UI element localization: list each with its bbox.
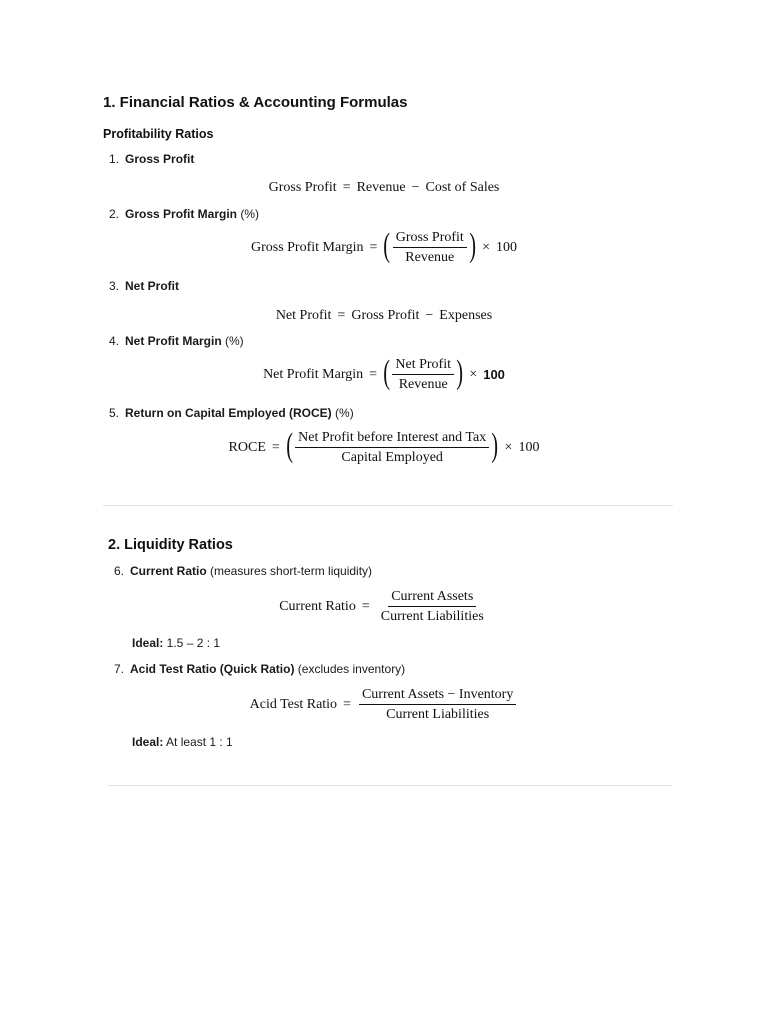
equals-sign: = <box>342 180 351 195</box>
list-item-gross-profit-margin <box>103 207 259 221</box>
list-item-gross-profit <box>103 152 194 166</box>
fraction-numerator: Gross Profit <box>393 230 467 248</box>
section-title-liquidity-ratios: 2. Liquidity Ratios <box>108 537 233 553</box>
minus-sign: − <box>411 180 420 195</box>
formula-term: Cost of Sales <box>425 180 500 195</box>
fraction-numerator: Current Assets − Inventory <box>359 687 516 705</box>
fraction-denominator: Current Liabilities <box>386 707 490 722</box>
left-paren: ( <box>383 226 391 264</box>
list-item-roce <box>103 406 354 420</box>
ideal-note-acid-test <box>132 735 233 749</box>
formula-acid-test-ratio <box>0 687 768 722</box>
left-paren: ( <box>383 353 391 391</box>
list-item-extra: (%) <box>237 207 260 221</box>
ideal-note-current-ratio <box>132 636 220 650</box>
list-item-number: 1. <box>108 152 119 166</box>
fraction-denominator: Revenue <box>398 377 448 392</box>
note-label: Ideal: <box>132 735 164 749</box>
list-item-net-profit <box>103 279 179 293</box>
list-item-name: Gross Profit <box>125 152 195 166</box>
list-item-number: 2. <box>108 207 119 221</box>
fraction <box>378 589 487 624</box>
right-paren: ) <box>456 353 464 391</box>
list-item-net-profit-margin <box>103 334 244 348</box>
equals-sign: = <box>369 366 378 382</box>
fraction <box>295 430 489 465</box>
formula-term: Revenue <box>356 180 406 195</box>
formula-net-profit-margin <box>0 353 768 392</box>
equals-sign: = <box>361 598 370 614</box>
note-value: 1.5 – 2 : 1 <box>163 636 221 650</box>
note-label: Ideal: <box>132 636 164 650</box>
times-sign: × <box>504 439 513 455</box>
list-item-number: 7. <box>113 662 124 676</box>
formula-gross-profit-margin <box>0 226 768 265</box>
section-divider <box>108 785 672 786</box>
list-item-number: 3. <box>108 279 119 293</box>
list-item-acid-test-ratio <box>108 662 405 676</box>
minus-sign: − <box>425 308 434 323</box>
right-paren: ) <box>491 426 499 464</box>
formula-roce <box>0 426 768 465</box>
formula-lhs: Net Profit <box>275 308 332 323</box>
list-item-name: Return on Capital Employed (ROCE) <box>125 406 332 420</box>
note-value: At least 1 : 1 <box>163 735 233 749</box>
list-item-name: Net Profit <box>125 279 179 293</box>
section-divider <box>103 505 673 506</box>
fraction-denominator: Current Liabilities <box>380 609 484 624</box>
formula-lhs: ROCE <box>228 439 266 455</box>
equals-sign: = <box>343 696 351 712</box>
section-title-financial-ratios: 1. Financial Ratios & Accounting Formulas <box>103 94 408 111</box>
list-item-current-ratio <box>108 564 372 578</box>
list-item-name: Gross Profit Margin <box>125 207 238 221</box>
fraction-denominator: Revenue <box>405 250 455 265</box>
list-item-extra: (%) <box>221 334 244 348</box>
formula-factor: 100 <box>518 439 540 455</box>
fraction-numerator: Net Profit <box>392 357 454 375</box>
formula-factor: 100 <box>496 239 518 255</box>
formula-factor: 100 <box>483 367 505 382</box>
list-item-number: 4. <box>108 334 119 348</box>
fraction-denominator: Capital Employed <box>341 450 443 465</box>
fraction-numerator: Net Profit before Interest and Tax <box>295 430 489 448</box>
formula-gross-profit <box>0 180 768 196</box>
equals-sign: = <box>369 239 378 255</box>
formula-lhs: Net Profit Margin <box>263 366 364 382</box>
list-item-name: Acid Test Ratio (Quick Ratio) <box>130 662 295 676</box>
formula-term: Expenses <box>439 308 493 323</box>
list-item-name: Net Profit Margin <box>125 334 222 348</box>
equals-sign: = <box>271 439 280 455</box>
list-item-number: 6. <box>113 564 124 578</box>
times-sign: × <box>469 366 478 382</box>
formula-lhs: Current Ratio <box>279 598 356 614</box>
times-sign: × <box>482 239 491 255</box>
fraction-numerator: Current Assets <box>388 589 476 607</box>
list-item-extra: (%) <box>331 406 354 420</box>
formula-net-profit <box>0 308 768 324</box>
subtitle-profitability-ratios: Profitability Ratios <box>103 127 214 141</box>
fraction <box>393 230 467 265</box>
right-paren: ) <box>469 226 476 264</box>
formula-lhs: Acid Test Ratio <box>249 696 338 712</box>
list-item-name: Current Ratio <box>130 564 207 578</box>
fraction <box>359 687 516 722</box>
left-paren: ( <box>286 426 293 464</box>
list-item-extra: (measures short-term liquidity) <box>206 564 373 578</box>
list-item-extra: (excludes inventory) <box>294 662 406 676</box>
equals-sign: = <box>337 308 346 323</box>
formula-lhs: Gross Profit Margin <box>250 239 364 255</box>
formula-term: Gross Profit <box>351 308 420 323</box>
formula-lhs: Gross Profit <box>268 180 337 195</box>
formula-current-ratio <box>0 589 768 624</box>
list-item-number: 5. <box>108 406 119 420</box>
fraction <box>392 357 454 392</box>
